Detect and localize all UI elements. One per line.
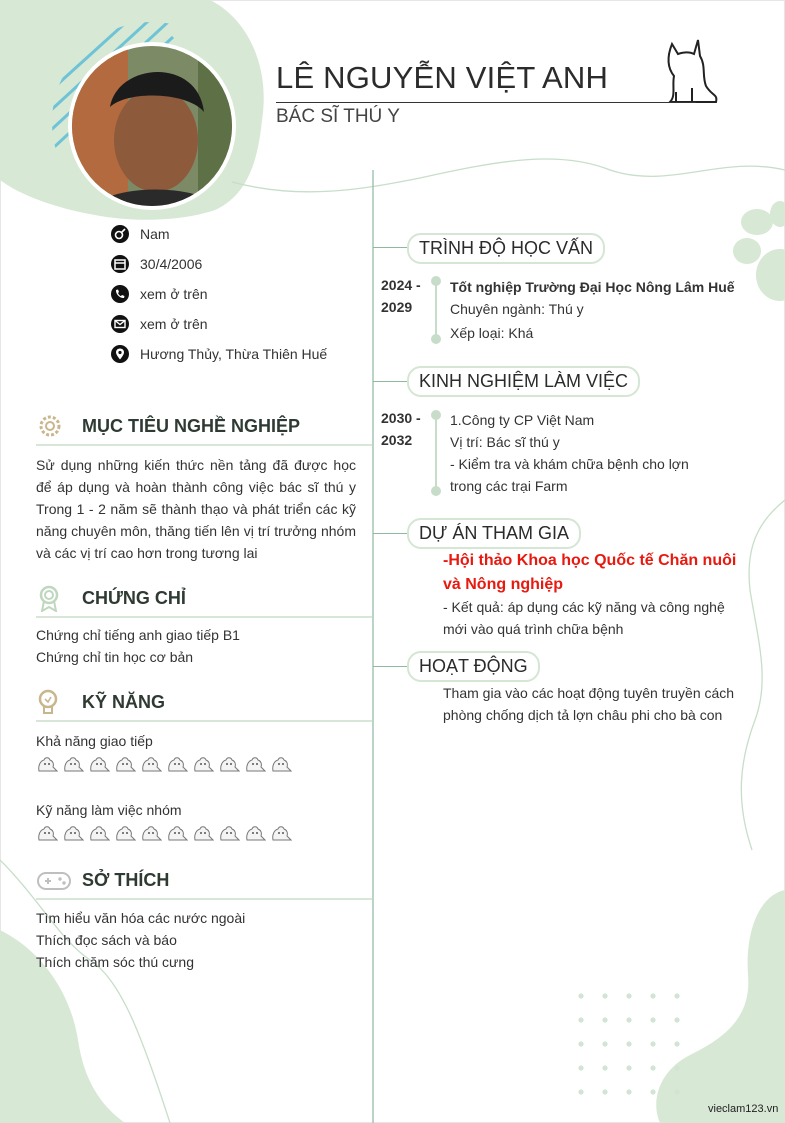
rating-dog-icon [244, 825, 270, 843]
contact-gender [110, 224, 170, 244]
watermark: vieclam123.vn [708, 1103, 779, 1115]
rating-dog-icon [36, 756, 62, 774]
gear-icon [36, 412, 64, 440]
contact-address [110, 344, 327, 364]
rating-dog-icon [218, 756, 244, 774]
rating-dog-icon [166, 825, 192, 843]
rating-dog-icon [114, 756, 140, 774]
skill-rating [36, 825, 296, 848]
contact-birthday [110, 254, 202, 274]
cat-icon [662, 36, 722, 106]
timeline-connector [373, 666, 407, 667]
location-icon [110, 344, 130, 364]
calendar-icon [110, 254, 130, 274]
objective-heading-label: MỤC TIÊU NGHỀ NGHIỆP [82, 416, 301, 436]
hobbies-heading [36, 864, 372, 900]
timeline-line [435, 418, 437, 490]
contact-email [110, 314, 208, 334]
phone-icon [110, 284, 130, 304]
rating-dog-icon [270, 825, 296, 843]
skill-rating [36, 756, 296, 779]
contact-phone-text: xem ở trên [140, 286, 208, 302]
timeline-line [435, 284, 437, 336]
skill-name: Kỹ năng làm việc nhóm [36, 802, 182, 818]
certificate-item: Chứng chỉ tin học cơ bản [36, 649, 194, 665]
rating-dog-icon [62, 756, 88, 774]
header-divider [276, 102, 696, 103]
activities-heading: HOẠT ĐỘNG [407, 651, 540, 682]
timeline-dot [431, 486, 441, 496]
timeline-connector [373, 533, 407, 534]
experience-year-end: 2032 [381, 432, 413, 448]
rating-dog-icon [192, 825, 218, 843]
education-school: Tốt nghiệp Trường Đại Học Nông Lâm Huế [450, 279, 735, 295]
rating-dog-icon [218, 825, 244, 843]
hobby-item: Thích đọc sách và báo [36, 932, 177, 948]
experience-heading: KINH NGHIỆM LÀM VIỆC [407, 366, 640, 397]
rating-dog-icon [166, 756, 192, 774]
education-major: Chuyên ngành: Thú y [450, 301, 584, 317]
education-heading: TRÌNH ĐỘ HỌC VẤN [407, 233, 605, 264]
contact-phone [110, 284, 208, 304]
contact-birthday-text: 30/4/2006 [140, 256, 203, 272]
timeline-connector [373, 381, 407, 382]
rating-dog-icon [140, 756, 166, 774]
contact-address-text: Hương Thủy, Thừa Thiên Huế [140, 346, 328, 362]
experience-company: 1.Công ty CP Việt Nam [450, 412, 595, 428]
contact-email-text: xem ở trên [140, 316, 208, 332]
skills-heading [36, 686, 372, 722]
timeline-connector [373, 247, 407, 248]
certificate-item: Chứng chỉ tiếng anh giao tiếp B1 [36, 627, 240, 643]
skills-heading-label: KỸ NĂNG [82, 692, 166, 712]
avatar [48, 22, 254, 212]
rating-dog-icon [88, 825, 114, 843]
rating-dog-icon [114, 825, 140, 843]
rating-dog-icon [270, 756, 296, 774]
project-result: - Kết quả: áp dụng các kỹ năng và công nghệ mới vào quá trình chữa bệnh [443, 599, 725, 637]
hobby-item: Tìm hiểu văn hóa các nước ngoài [36, 910, 246, 926]
experience-year-start: 2030 - [381, 410, 421, 426]
education-year-start: 2024 - [381, 277, 421, 293]
certificates-heading-label: CHỨNG CHỈ [82, 588, 186, 608]
award-icon [36, 584, 64, 612]
hobbies-heading-label: SỞ THÍCH [82, 870, 170, 890]
certificates-heading [36, 582, 372, 618]
objective-text: Sử dụng những kiến thức nền tảng đã được học để áp dụng và hoàn thành công việc bác sĩ thú y Trong 1 - 2 năm sẽ thành thạo và phát triển các kỹ năng chuyên môn, thăng tiến lên vị trí trưởng nhóm và các vị trí cao hơn trong tương lai [36, 457, 356, 561]
gender-icon [110, 224, 130, 244]
education-grade: Xếp loại: Khá [450, 325, 534, 341]
rating-dog-icon [62, 825, 88, 843]
education-year-end: 2029 [381, 299, 413, 315]
hobby-item: Thích chăm sóc thú cưng [36, 954, 194, 970]
rating-dog-icon [192, 756, 218, 774]
project-title: -Hội thảo Khoa học Quốc tế Chăn nuôi và Nông nghiệp [443, 552, 737, 593]
rating-dog-icon [140, 825, 166, 843]
activities-text: Tham gia vào các hoạt động tuyên truyền cách phòng chống dịch tả lợn châu phi cho bà con [443, 685, 735, 723]
skill-name: Khả năng giao tiếp [36, 733, 153, 749]
contact-gender-text: Nam [140, 226, 170, 242]
candidate-name: LÊ NGUYỄN VIỆT ANH [276, 60, 609, 95]
email-icon [110, 314, 130, 334]
experience-position: Vị trí: Bác sĩ thú y [450, 434, 560, 450]
gamepad-icon [36, 866, 72, 894]
rating-dog-icon [36, 825, 62, 843]
projects-heading: DỰ ÁN THAM GIA [407, 518, 581, 549]
lightbulb-icon [36, 688, 64, 716]
rating-dog-icon [244, 756, 270, 774]
experience-task: - Kiểm tra và khám chữa bệnh cho lợn trong các trại Farm [450, 456, 689, 494]
job-title: BÁC SĨ THÚ Y [276, 106, 400, 127]
timeline-dot [431, 334, 441, 344]
rating-dog-icon [88, 756, 114, 774]
objective-heading [36, 410, 372, 446]
